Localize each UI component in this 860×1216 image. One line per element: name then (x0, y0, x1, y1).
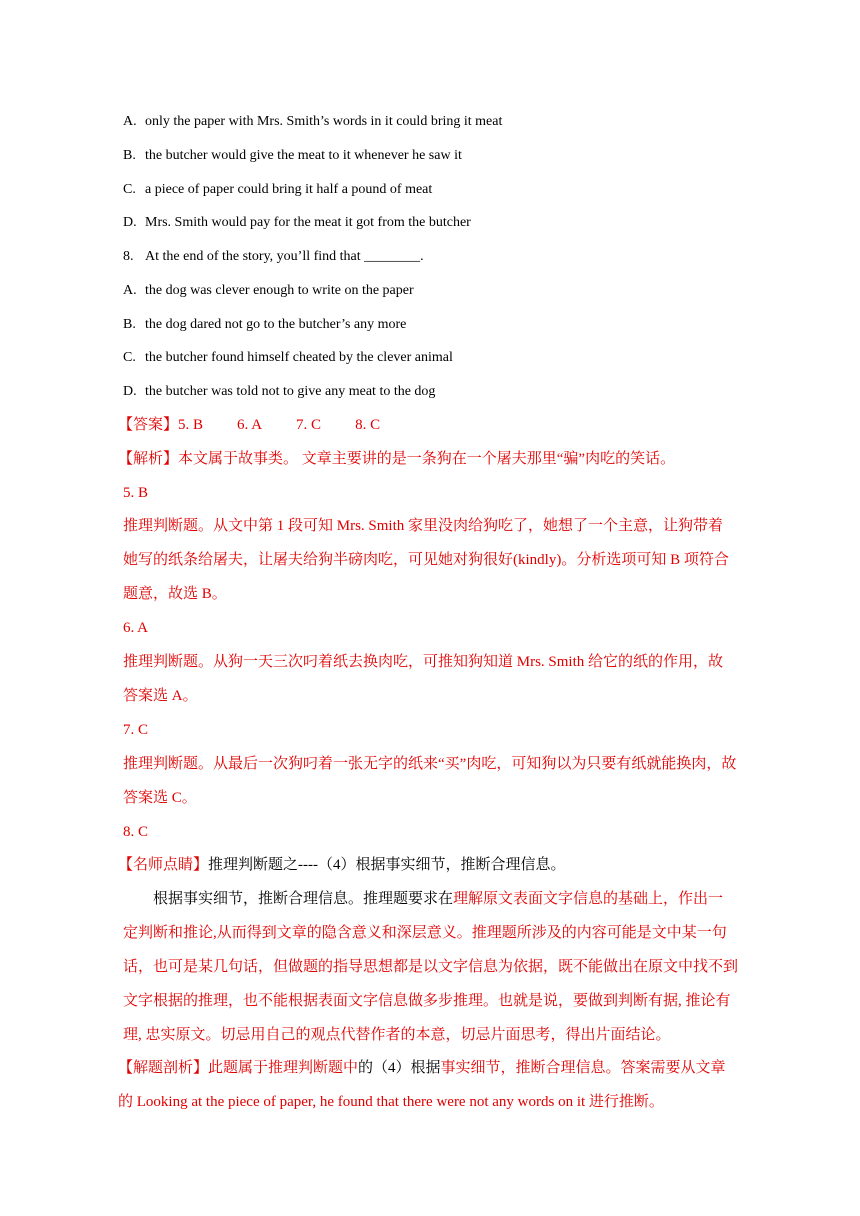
dissect-tag: 【解题剖析】 (118, 1060, 209, 1076)
answer-item: 6. A (237, 417, 263, 433)
q8-option-d (123, 382, 435, 402)
answer-item: 8. C (355, 417, 381, 433)
tips-line (118, 855, 566, 875)
option-label: B. (123, 148, 136, 163)
question-text: At the end of the story, you’ll find that ________. (145, 249, 424, 264)
tips-body-main: 理解原文表面文字信息的基础上，作出一定判断和推论,从而得到文章的隐含意义和深层意义。推理题所涉及的内容可能是文中某一句话，也可是某几句话，但做题的指导思想都是以文字信息为依据，既不能做出在原文中找不到文字根据的推理，也不能根据表面文字信息做多步推理。也就是说，要做到判断有据, 推论有理, 忠实原文。切忌用自己的观点代替作者的本意，切忌片面思考，得出片面结论。 (123, 891, 739, 1043)
tips-body-lead: 根据事实细节，推断合理信息。推理题要求在 (153, 891, 454, 907)
option-label: A. (123, 114, 137, 129)
option-text: the butcher was told not to give any meat to the dog (145, 384, 436, 399)
option-label: C. (123, 350, 136, 365)
dissect-block (118, 1051, 738, 1119)
q5-explanation: 推理判断题。从文中第 1 段可知 Mrs. Smith 家里没肉给狗吃了，她想了一个主意，让狗带着她写的纸条给屠夫，让屠夫给狗半磅肉吃，可见她对狗很好(kindly)。分析选项可知 B 项符合题意，故选 B。 (123, 518, 729, 602)
q8-question (123, 247, 424, 267)
q5-answer-number: 5. B (123, 485, 149, 501)
q8-option-a (123, 281, 414, 301)
q8-answer-number: 8. C (123, 824, 149, 840)
answer-line (118, 415, 380, 435)
option-text: the dog was clever enough to write on the paper (145, 283, 414, 298)
analysis-tag: 【解析】 (118, 451, 179, 467)
q7-option-d (123, 213, 471, 233)
q6-explanation: 推理判断题。从狗一天三次叼着纸去换肉吃，可推知狗知道 Mrs. Smith 给它的纸的作用，故答案选 A。 (123, 654, 724, 704)
dissect-part1: 此题属于推理判断题中 (208, 1060, 359, 1076)
answer-item: 7. C (296, 417, 322, 433)
q7-answer-number: 7. C (123, 722, 149, 738)
tips-tag: 【名师点睛】 (118, 857, 209, 873)
option-text: a piece of paper could bring it half a pound of meat (145, 182, 433, 197)
q7-option-b (123, 146, 462, 166)
analysis-text: 本文属于故事类。 文章主要讲的是一条狗在一个屠夫那里“骗”肉吃的笑话。 (178, 451, 676, 467)
tips-body (123, 882, 738, 1052)
q7-option-a (123, 112, 502, 132)
tips-text: 推理判断题之----（4）根据事实细节，推断合理信息。 (208, 857, 566, 873)
question-number: 8. (123, 249, 134, 264)
dissect-part2: 的（4）根据 (358, 1060, 441, 1076)
option-label: B. (123, 317, 136, 332)
option-text: only the paper with Mrs. Smith’s words in it could bring it meat (145, 114, 503, 129)
option-label: D. (123, 215, 137, 230)
option-text: the dog dared not go to the butcher’s any more (145, 317, 407, 332)
q6-answer-number: 6. A (123, 620, 149, 636)
answer-tag: 【答案】 (118, 417, 179, 433)
dissect-part3: 事实细节，推断合理信息。答案需要从文章的 Looking at the piece of paper, he found that there were not any words on it 进行推断。 (118, 1060, 726, 1110)
analysis-line (118, 449, 675, 469)
option-text: the butcher found himself cheated by the clever animal (145, 350, 453, 365)
option-text: Mrs. Smith would pay for the meat it got from the butcher (145, 215, 471, 230)
answer-item: 5. B (178, 417, 204, 433)
q7-explanation: 推理判断题。从最后一次狗叼着一张无字的纸来“买”肉吃，可知狗以为只要有纸就能换肉，故答案选 C。 (123, 756, 737, 806)
option-label: D. (123, 384, 137, 399)
q8-option-c (123, 348, 453, 368)
q7-option-c (123, 180, 432, 200)
option-label: C. (123, 182, 136, 197)
option-label: A. (123, 283, 137, 298)
q8-option-b (123, 315, 406, 335)
option-text: the butcher would give the meat to it whenever he saw it (145, 148, 462, 163)
